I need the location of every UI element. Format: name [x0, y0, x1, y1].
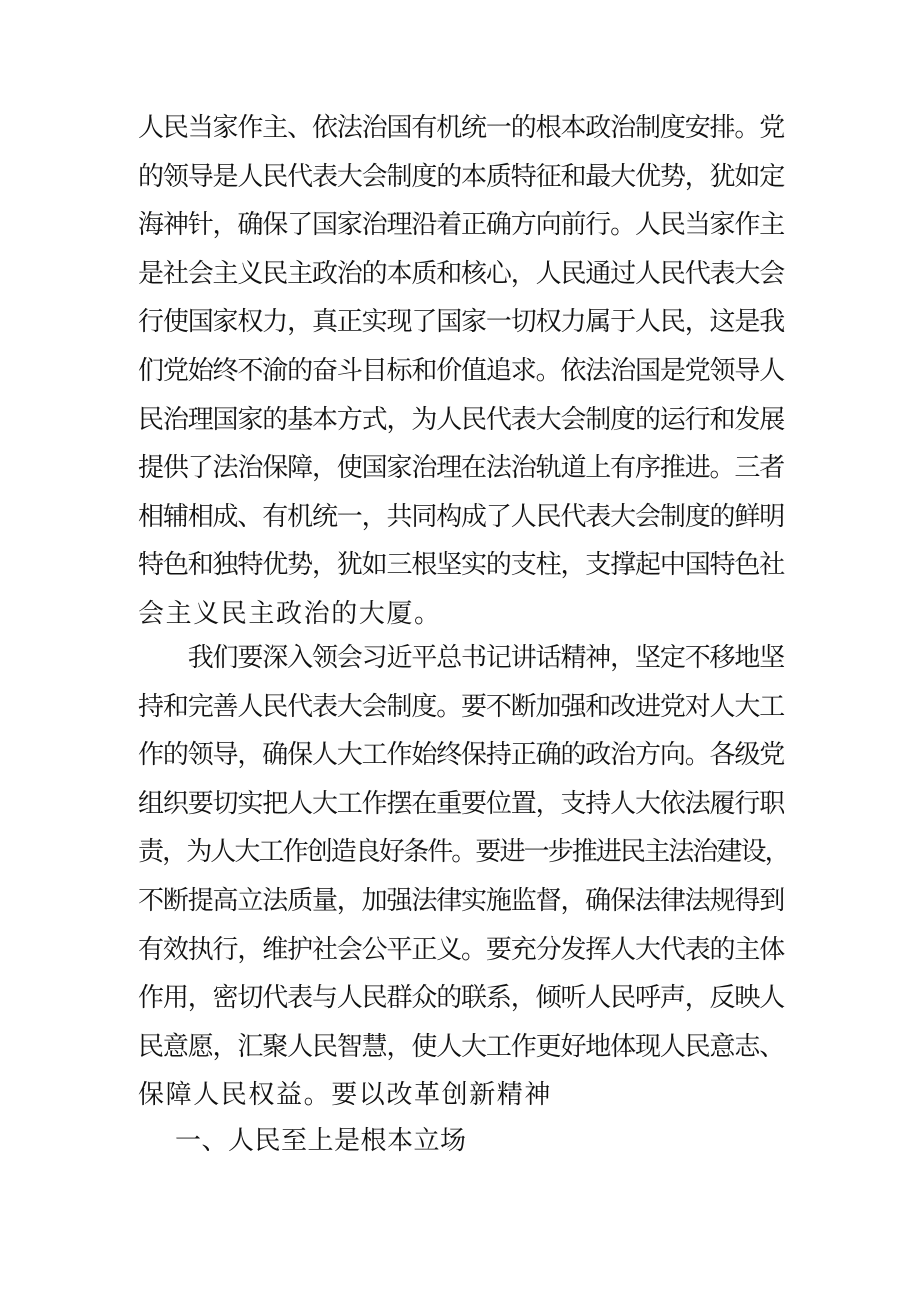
text-line: 海神针，确保了国家治理沿着正确方向前行。人民当家作主	[138, 210, 785, 241]
text-line: 不断提高立法质量，加强法律实施监督，确保法律法规得到	[138, 885, 785, 916]
text-line: 民意愿，汇聚人民智慧，使人大工作更好地体现人民意志、	[138, 1031, 785, 1062]
text-line: 相辅相成、有机统一，共同构成了人民代表大会制度的鲜明	[138, 501, 785, 532]
text-line: 是社会主义民主政治的本质和核心，人民通过人民代表大会	[138, 258, 785, 289]
text-line: 持和完善人民代表大会制度。要不断加强和改进党对人大工	[138, 691, 785, 722]
text-line: 行使国家权力，真正实现了国家一切权力属于人民，这是我	[138, 307, 785, 338]
text-line: 民治理国家的基本方式，为人民代表大会制度的运行和发展	[138, 404, 785, 435]
text-line: 作用，密切代表与人民群众的联系，倾听人民呼声，反映人	[138, 983, 785, 1014]
text-line: 作的领导，确保人大工作始终保持正确的政治方向。各级党	[138, 740, 785, 771]
section-heading: 一、人民至上是根本立场	[175, 1126, 467, 1156]
text-line: 会主义民主政治的大厦。	[138, 598, 442, 629]
text-line: 的领导是人民代表大会制度的本质特征和最大优势，犹如定	[138, 161, 785, 192]
body-paragraph-1	[138, 104, 788, 639]
body-paragraph-2	[138, 634, 788, 1120]
text-line: 人民当家作主、依法治国有机统一的根本政治制度安排。党	[138, 113, 785, 143]
text-line: 有效执行，维护社会公平正义。要充分发挥人大代表的主体	[138, 934, 785, 965]
text-line: 组织要切实把人大工作摆在重要位置，支持人大依法履行职	[138, 788, 785, 819]
text-line: 提供了法治保障，使国家治理在法治轨道上有序推进。三者	[138, 453, 785, 484]
text-line: 们党始终不渝的奋斗目标和价值追求。依法治国是党领导人	[138, 355, 785, 386]
text-line: 特色和独特优势，犹如三根坚实的支柱，支撑起中国特色社	[138, 550, 785, 581]
text-line: 我们要深入领会习近平总书记讲话精神，坚定不移地坚	[138, 643, 785, 673]
text-line: 责，为人大工作创造良好条件。要进一步推进民主法治建设，	[138, 837, 789, 868]
text-line: 保障人民权益。要以改革创新精神	[138, 1080, 553, 1111]
